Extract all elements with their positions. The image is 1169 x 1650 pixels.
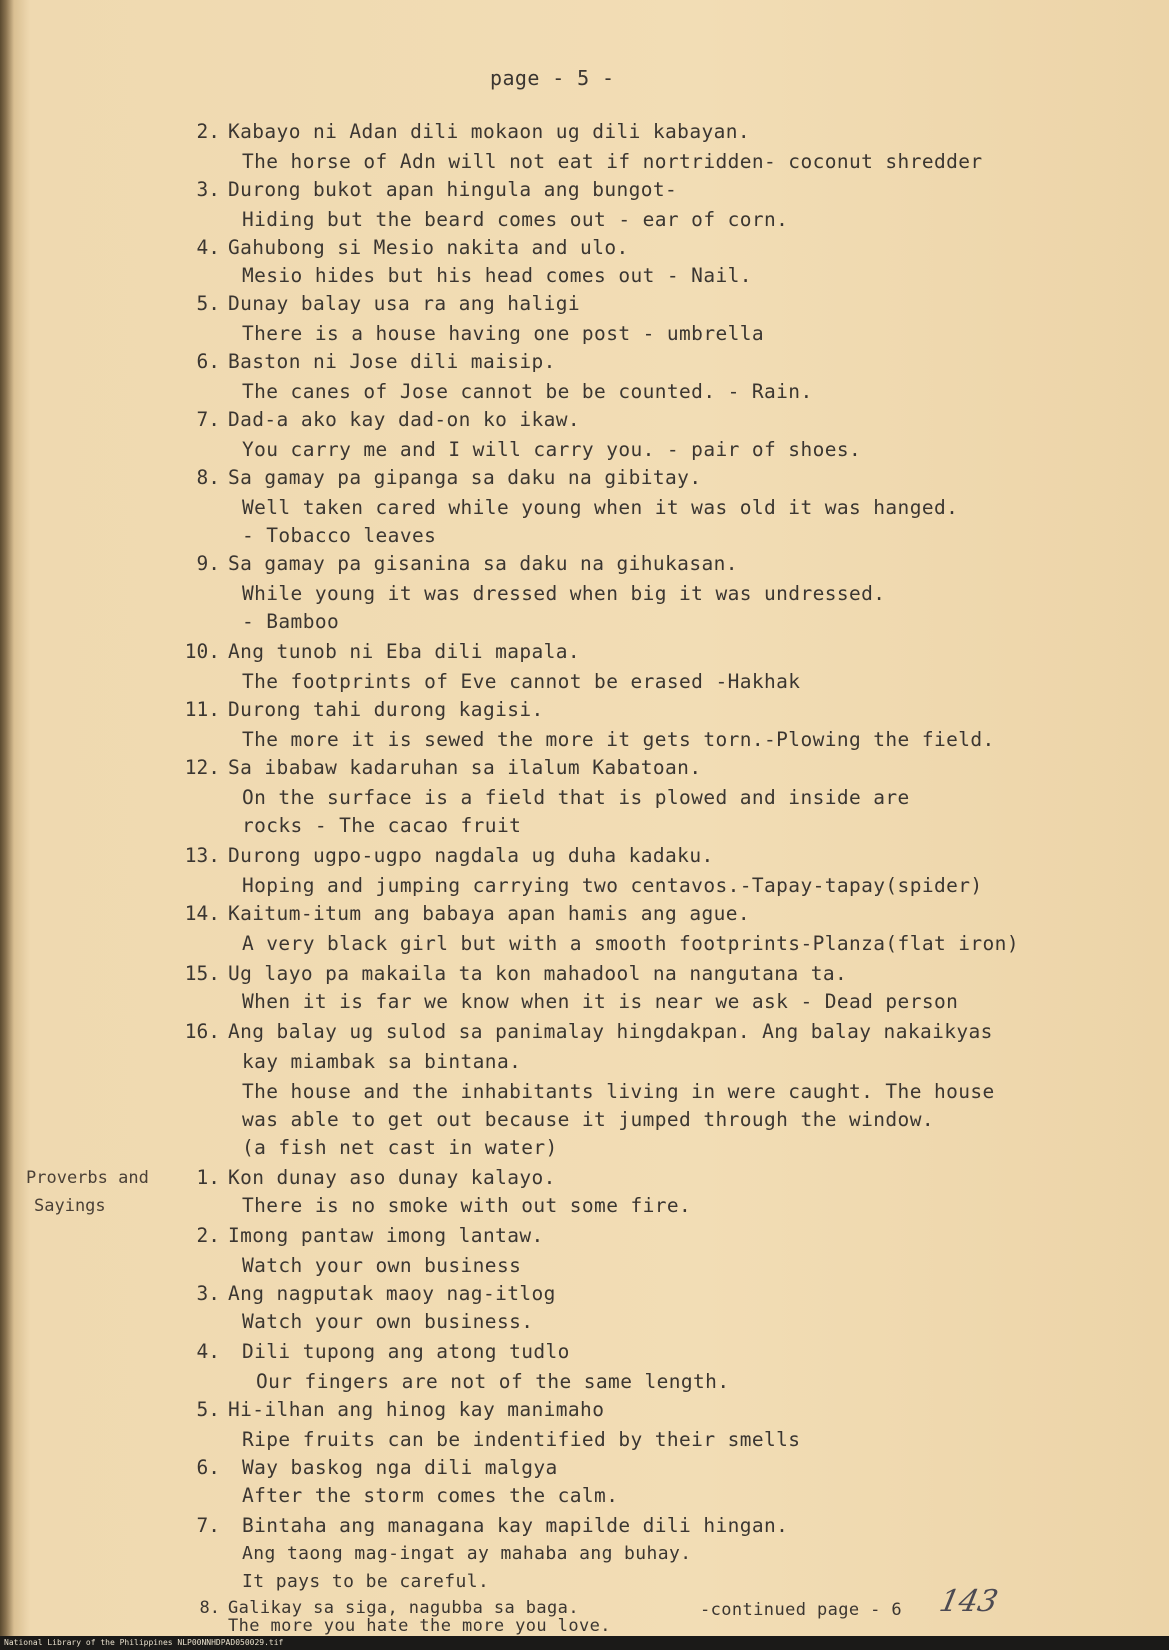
riddle-text: Ang tunob ni Eba dili mapala. [228, 640, 581, 663]
proverb-translation: Ripe fruits can be indentified by their smells [242, 1428, 801, 1451]
riddle-translation: A very black girl but with a smooth footprints-Planza(flat iron) [242, 932, 1019, 955]
riddle-number: 4. [196, 236, 220, 259]
riddle-text: Kaitum-itum ang babaya apan hamis ang ague. [228, 902, 751, 925]
handwritten-page-number: 143 [936, 1584, 1001, 1619]
proverb-text: Galikay sa siga, nagubba sa baga. [228, 1598, 579, 1618]
riddle-text-continued: kay miambak sa bintana. [242, 1050, 522, 1073]
riddle-text: Gahubong si Mesio nakita and ulo. [228, 236, 629, 259]
proverb-translation: The more you hate the more you love. [228, 1616, 611, 1636]
riddle-translation: The house and the inhabitants living in were caught. The house [242, 1080, 995, 1103]
riddle-translation: When it is far we know when it is near we ask - Dead person [242, 990, 959, 1013]
riddle-translation: Mesio hides but his head comes out - Nail. [242, 264, 752, 287]
riddle-translation: On the surface is a field that is plowed and inside are [242, 786, 910, 809]
proverb-number: 3. [196, 1282, 220, 1305]
riddle-text: Baston ni Jose dili maisip. [228, 350, 556, 373]
riddle-number: 11. [184, 698, 220, 721]
page-header: page - 5 - [490, 66, 615, 90]
riddle-number: 7. [196, 408, 220, 431]
riddle-text: Dunay balay usa ra ang haligi [228, 292, 581, 315]
proverb-number: 8. [199, 1598, 220, 1618]
riddle-text: Durong ugpo-ugpo nagdala ug duha kadaku. [228, 844, 714, 867]
proverb-text: Dili tupong ang atong tudlo [242, 1340, 570, 1363]
proverb-translation: It pays to be careful. [242, 1571, 490, 1592]
riddle-number: 13. [184, 844, 220, 867]
riddle-answer: (a fish net cast in water) [242, 1136, 558, 1159]
proverb-number: 2. [196, 1224, 220, 1247]
proverb-translation: Watch your own business. [242, 1310, 534, 1333]
riddle-translation: While young it was dressed when big it was undressed. [242, 582, 886, 605]
section-label-proverbs: Proverbs and [26, 1168, 149, 1188]
riddle-text: Ang balay ug sulod sa panimalay hingdakpan. Ang balay nakaikyas [228, 1020, 993, 1043]
archive-stamp: National Library of the Philippines NLP00NNHDPAD050029.tif [0, 1636, 1169, 1650]
riddle-number: 9. [196, 552, 220, 575]
proverb-number: 1. [196, 1166, 220, 1189]
proverb-text: Way baskog nga dili malgya [242, 1456, 558, 1479]
proverb-text: Bintaha ang managana kay mapilde dili hingan. [242, 1514, 789, 1537]
proverb-translation: There is no smoke with out some fire. [242, 1194, 692, 1217]
riddle-text: Sa gamay pa gipanga sa daku na gibitay. [228, 466, 702, 489]
proverb-number: 5. [196, 1398, 220, 1421]
riddle-translation: Hoping and jumping carrying two centavos.-Tapay-tapay(spider) [242, 874, 983, 897]
riddle-translation-continued: was able to get out because it jumped through the window. [242, 1108, 934, 1131]
riddle-text: Dad-a ako kay dad-on ko ikaw. [228, 408, 581, 431]
riddle-number: 2. [196, 120, 220, 143]
riddle-answer: - Tobacco leaves [242, 524, 437, 547]
proverb-text: Imong pantaw imong lantaw. [228, 1224, 544, 1247]
riddle-translation: You carry me and I will carry you. - pair of shoes. [242, 438, 862, 461]
riddle-text: Durong tahi durong kagisi. [228, 698, 544, 721]
riddle-number: 12. [184, 756, 220, 779]
riddle-text: Durong bukot apan hingula ang bungot- [228, 178, 678, 201]
riddle-number: 8. [196, 466, 220, 489]
proverb-number: 6. [196, 1456, 220, 1479]
riddle-number: 14. [184, 902, 220, 925]
proverb-translation: After the storm comes the calm. [242, 1484, 619, 1507]
proverb-tagalog: Ang taong mag-ingat ay mahaba ang buhay. [242, 1543, 692, 1564]
proverb-text: Ang nagputak maoy nag-itlog [228, 1282, 556, 1305]
riddle-text: Ug layo pa makaila ta kon mahadool na nangutana ta. [228, 962, 848, 985]
proverb-text: Kon dunay aso dunay kalayo. [228, 1166, 556, 1189]
riddle-number: 5. [196, 292, 220, 315]
proverb-number: 4. [196, 1340, 220, 1363]
riddle-number: 16. [184, 1020, 220, 1043]
riddle-text: Sa ibabaw kadaruhan sa ilalum Kabatoan. [228, 756, 702, 779]
riddle-translation: The footprints of Eve cannot be erased -Hakhak [242, 670, 801, 693]
riddle-number: 6. [196, 350, 220, 373]
section-label-sayings: Sayings [34, 1196, 106, 1216]
riddle-translation: Well taken cared while young when it was old it was hanged. [242, 496, 959, 519]
continued-footer: -continued page - 6 [700, 1600, 903, 1620]
riddle-translation: The more it is sewed the more it gets torn.-Plowing the field. [242, 728, 995, 751]
riddle-text: Kabayo ni Adan dili mokaon ug dili kabayan. [228, 120, 751, 143]
riddle-answer: rocks - The cacao fruit [242, 814, 522, 837]
proverb-translation: Watch your own business [242, 1254, 522, 1277]
riddle-number: 15. [184, 962, 220, 985]
proverb-translation: Our fingers are not of the same length. [256, 1370, 730, 1393]
riddle-translation: There is a house having one post - umbrella [242, 322, 765, 345]
riddle-answer: - Bamboo [242, 610, 340, 633]
proverb-text: Hi-ilhan ang hinog kay manimaho [228, 1398, 605, 1421]
riddle-translation: The horse of Adn will not eat if nortridden- coconut shredder [242, 150, 983, 173]
riddle-number: 10. [184, 640, 220, 663]
riddle-text: Sa gamay pa gisanina sa daku na gihukasan. [228, 552, 738, 575]
riddle-number: 3. [196, 178, 220, 201]
proverb-number: 7. [196, 1514, 220, 1537]
riddle-translation: The canes of Jose cannot be be counted. - Rain. [242, 380, 813, 403]
riddle-translation: Hiding but the beard comes out - ear of corn. [242, 208, 789, 231]
